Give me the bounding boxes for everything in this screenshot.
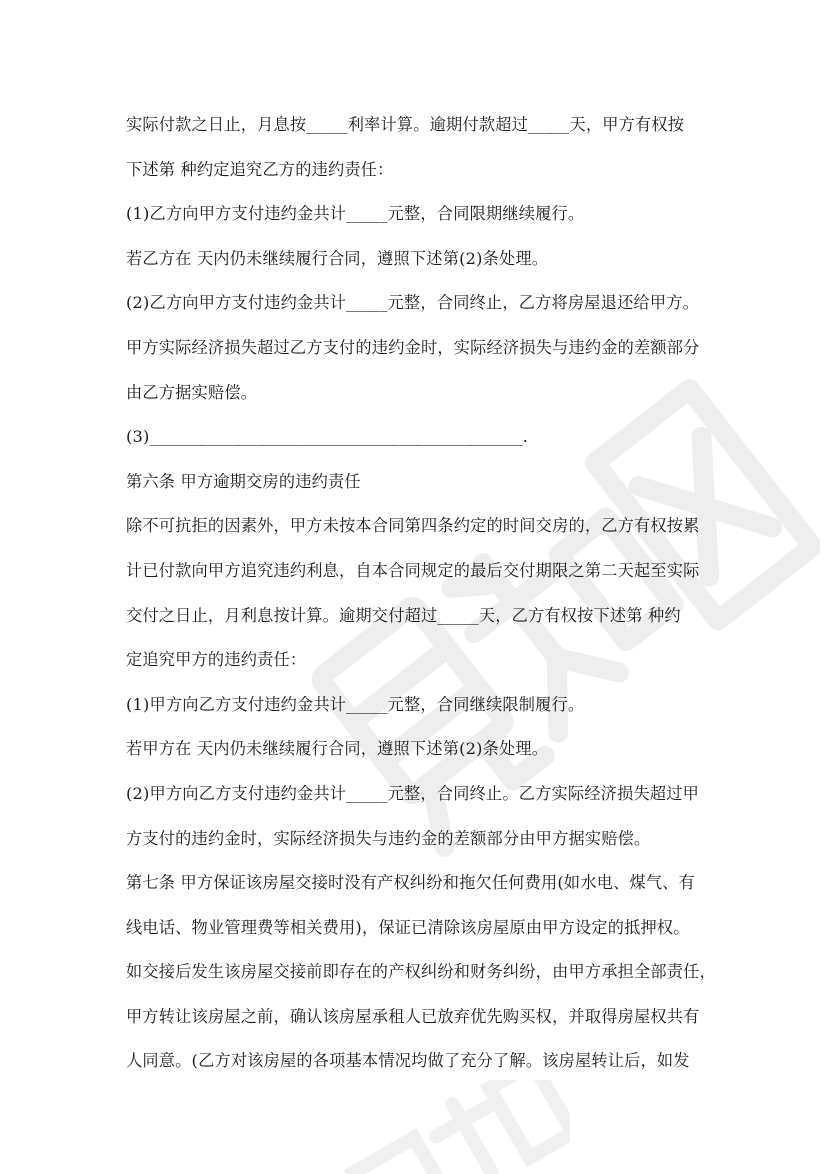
text-line: 人同意。(乙方对该房屋的各项基本情况均做了充分了解。该房屋转让后，如发 xyxy=(126,1051,690,1071)
text-line: 下述第 种约定追究乙方的违约责任： xyxy=(126,159,394,179)
text-line: (2)乙方向甲方支付违约金共计_____元整，合同终止，乙方将房屋退还给甲方。 xyxy=(126,293,700,313)
text-line: (1)甲方向乙方支付违约金共计_____元整，合同继续限制履行。 xyxy=(126,694,585,714)
text-line: (1)乙方向甲方支付违约金共计_____元整，合同限期继续履行。 xyxy=(126,204,585,224)
text-line: 计已付款向甲方追究违约利息，自本合同规定的最后交付期限之第二天起至实际 xyxy=(126,560,700,580)
text-line: (2)甲方向乙方支付违约金共计_____元整，合同终止。乙方实际经济损失超过甲 xyxy=(126,783,700,803)
text-line: 线电话、物业管理费等相关费用)，保证已清除该房屋原由甲方设定的抵押权。 xyxy=(126,917,690,937)
watermark-logo-bottom xyxy=(330,1080,570,1174)
text-line: 甲方实际经济损失超过乙方支付的违约金时，实际经济损失与违约金的差额部分 xyxy=(126,337,700,357)
text-line: 若甲方在 天内仍未继续履行合同，遵照下述第(2)条处理。 xyxy=(126,739,549,759)
section-heading: 第七条 甲方保证该房屋交接时没有产权纠纷和拖欠任何费用(如水电、煤气、有 xyxy=(126,873,696,893)
document-body xyxy=(126,103,716,1084)
text-line: 方支付的违约金时，实际经济损失与违约金的差额部分由甲方据实赔偿。 xyxy=(126,828,651,848)
text-line: 如交接后发生该房屋交接前即存在的产权纠纷和财务纠纷，由甲方承担全部责任， xyxy=(126,962,716,982)
text-line: 甲方转让该房屋之前，确认该房屋承租人已放弃优先购买权，并取得房屋权共有 xyxy=(126,1006,700,1026)
text-line: 除不可抗拒的因素外，甲方未按本合同第四条约定的时间交房的，乙方有权按累 xyxy=(126,516,700,536)
text-line: (3)_____________________________________________. xyxy=(126,427,529,447)
watermark-graphic-bottom xyxy=(330,1080,570,1174)
text-line: 交付之日止，月利息按计算。逾期交付超过_____天，乙方有权按下述第 种约 xyxy=(126,605,681,625)
text-line: 实际付款之日止，月息按_____利率计算。逾期付款超过_____天，甲方有权按 xyxy=(126,115,685,134)
text-line: 定追究甲方的违约责任： xyxy=(126,650,307,670)
text-line: 若乙方在 天内仍未继续履行合同，遵照下述第(2)条处理。 xyxy=(126,248,549,268)
section-heading: 第六条 甲方逾期交房的违约责任 xyxy=(126,471,361,491)
text-line: 由乙方据实赔偿。 xyxy=(126,382,258,402)
